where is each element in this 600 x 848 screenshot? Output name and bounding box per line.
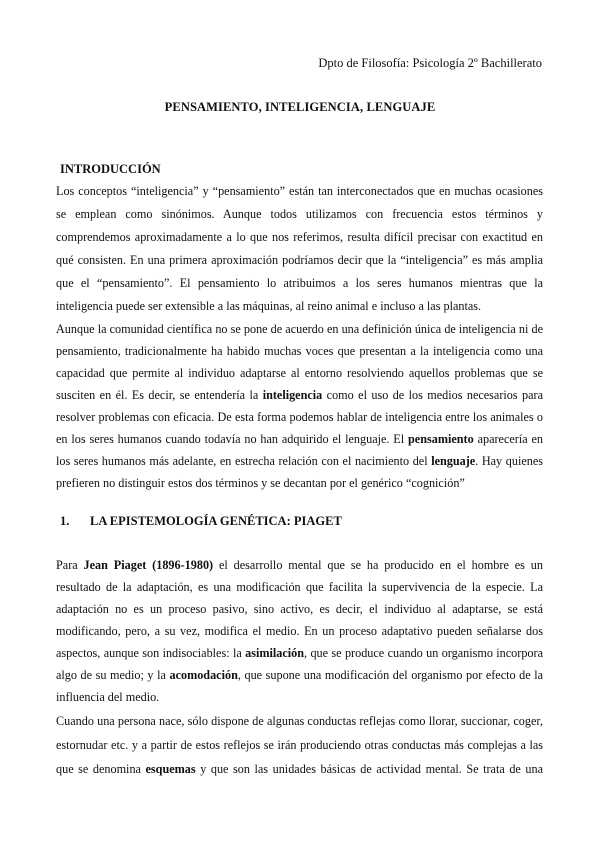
text-line: capacidad que permite al individuo adaptarse al entorno resolviendo aquellos problemas que se <box>56 366 543 380</box>
text-run: aspectos, aunque son indisociables: la <box>56 646 246 660</box>
text-line: adaptación no es un proceso pasivo, sino activo, es decir, el individuo al adaptarse, se está <box>56 602 543 616</box>
author-name: Jean Piaget (1896-1980) <box>83 558 214 572</box>
term-pensamiento: pensamiento <box>408 432 474 446</box>
text-run: que se denomina <box>56 762 146 776</box>
text-run: , que supone una modificación del organismo por efecto de la <box>237 668 544 682</box>
text-run: . Hay quienes <box>475 454 543 468</box>
text-line: pensamiento, tradicionalmente ha habido muchas voces que presentan a la inteligencia como una <box>56 344 543 358</box>
intro-heading: INTRODUCCIÓN <box>60 162 161 176</box>
text-run: los seres humanos más adelante, en estrecha relación con el nacimiento del <box>56 454 432 468</box>
text-line: Aunque la comunidad científica no se pone de acuerdo en una definición única de inteligencia ni de <box>56 322 543 336</box>
text-line <box>56 453 543 470</box>
term-acomodacion: acomodación <box>169 668 238 682</box>
department-header: Dpto de Filosofía: Psicología 2º Bachillerato <box>318 56 542 70</box>
text-line: Los conceptos “inteligencia” y “pensamiento” están tan interconectados que en muchas ocasiones <box>56 184 543 198</box>
text-line: estornudar etc. y a partir de estos reflejos se irán produciendo otras conductas más complejas a las <box>56 738 543 752</box>
text-run: como el uso de los medios necesarios para <box>322 388 543 402</box>
text-line: resultado de la adaptación, es una modificación que facilita la supervivencia de la especie. La <box>56 580 543 594</box>
text-line: modificando, pero, a su vez, modifica el medio. En un proceso adaptativo pueden señalarse dos <box>56 624 543 638</box>
text-line <box>56 761 543 778</box>
text-line: qué consisten. En una primera aproximación podríamos decir que la “inteligencia” es más amplia <box>56 253 543 267</box>
text-line <box>56 557 543 574</box>
text-line <box>56 667 543 684</box>
text-line: que el “pensamiento”. El pensamiento lo atribuimos a los seres humanos mientras que la <box>56 276 543 290</box>
text-run: susciten en él. Es decir, se entendería la <box>56 388 263 402</box>
text-run: , que se produce cuando un organismo incorpora <box>304 646 543 660</box>
text-line: influencia del medio. <box>56 690 160 704</box>
text-run: y que son las unidades básicas de actividad mental. Se trata de una <box>195 762 543 776</box>
text-line: prefieren no distinguir estos dos términos y se decantan por el genérico “cognición” <box>56 476 465 490</box>
section-1-heading <box>60 514 342 529</box>
text-line: resolver problemas con eficacia. De esta forma podemos hablar de inteligencia entre los animales o <box>56 410 543 424</box>
term-asimilacion: asimilación <box>245 646 305 660</box>
text-run: aparecería en <box>473 432 543 446</box>
term-esquemas: esquemas <box>145 762 196 776</box>
text-run: en los seres humanos cuando todavía no han adquirido el lenguaje. El <box>56 432 409 446</box>
section-number: 1. <box>60 514 70 528</box>
section-title: LA EPISTEMOLOGÍA GENÉTICA: PIAGET <box>90 514 342 528</box>
term-lenguaje: lenguaje <box>431 454 476 468</box>
text-run: Para <box>56 558 84 572</box>
text-run: algo de su medio; y la <box>56 668 170 682</box>
text-line: comprendemos aproximadamente a lo que nos referimos, resulta difícil precisar con exactitud en <box>56 230 543 244</box>
text-line: se emplean como sinónimos. Aunque todos utilizamos con frecuencia estos términos y <box>56 207 543 221</box>
text-line <box>56 431 543 448</box>
text-line: inteligencia puede ser extensible a las máquinas, al reino animal e incluso a las plantas. <box>56 299 482 313</box>
text-line: Cuando una persona nace, sólo dispone de algunas conductas reflejas como llorar, succionar, coger, <box>56 714 543 728</box>
text-line <box>56 645 543 662</box>
term-inteligencia: inteligencia <box>262 388 323 402</box>
text-run: el desarrollo mental que se ha producido en el hombre es un <box>213 558 543 572</box>
text-line <box>56 387 543 404</box>
document-title: PENSAMIENTO, INTELIGENCIA, LENGUAJE <box>164 100 436 114</box>
